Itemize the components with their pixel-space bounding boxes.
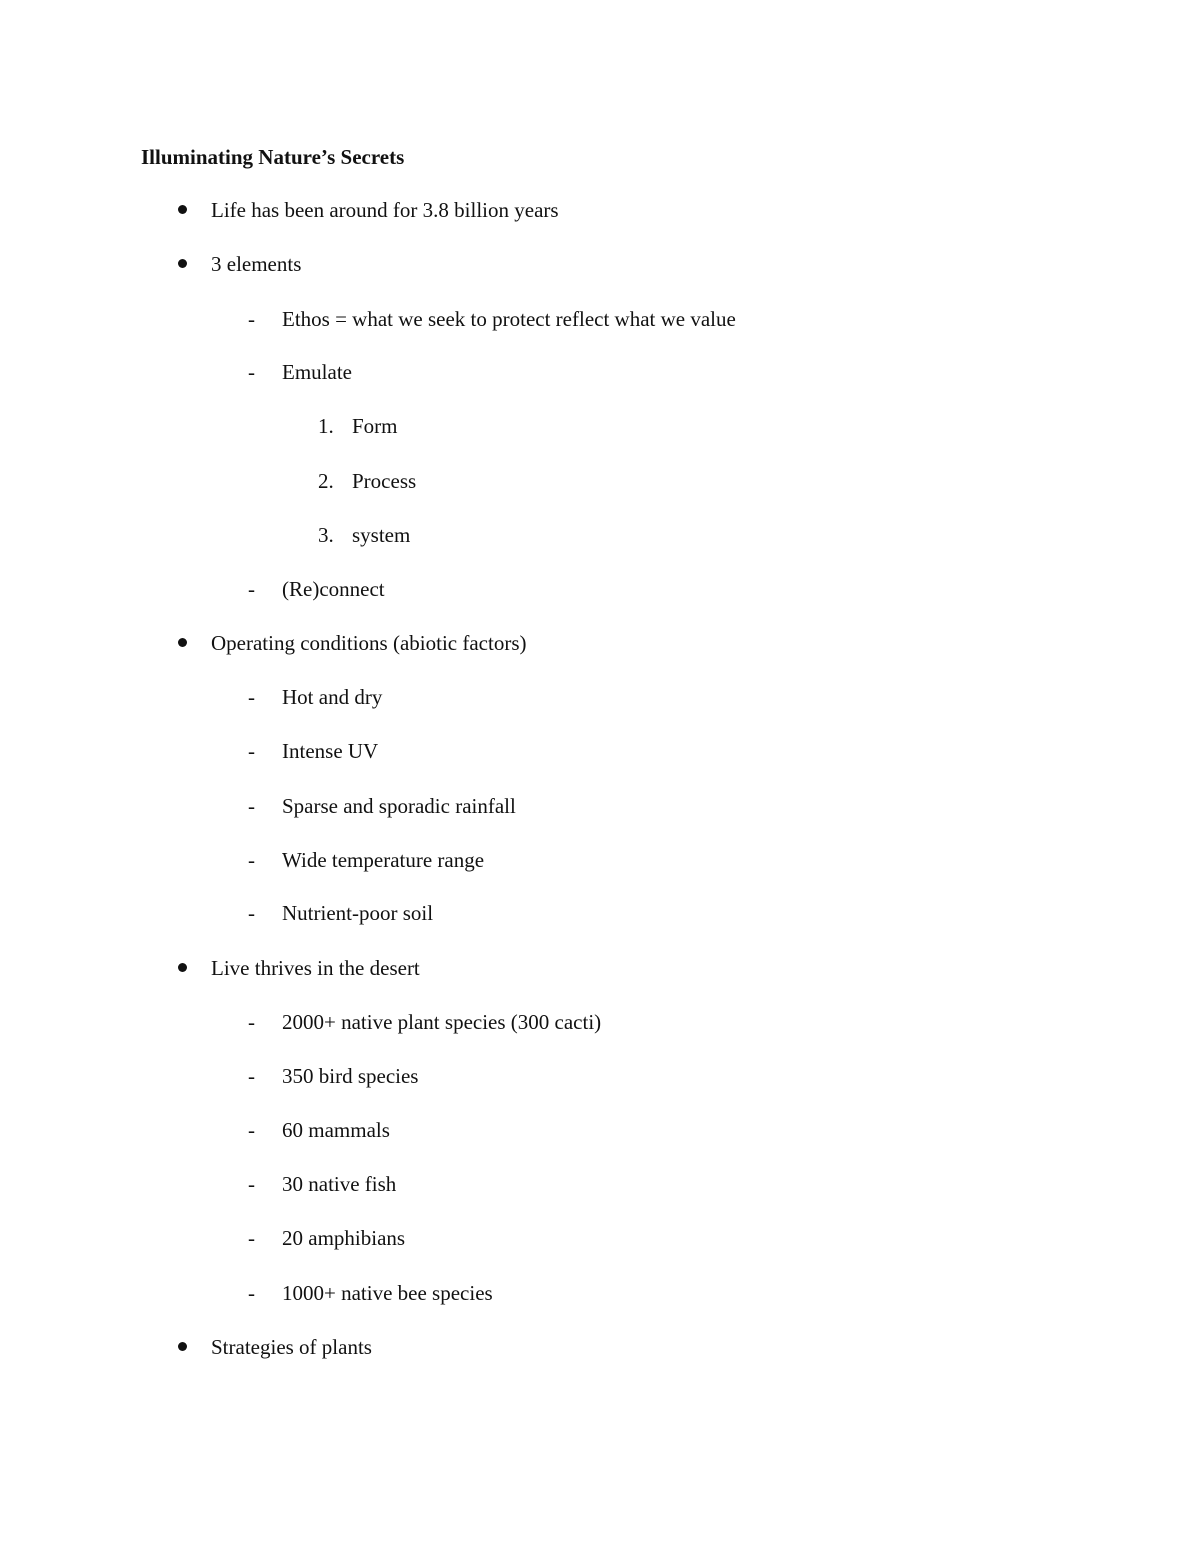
list-item xyxy=(178,196,878,224)
bullet-icon xyxy=(178,963,187,972)
list-item-text: Hot and dry xyxy=(282,685,383,709)
dash-marker: - xyxy=(248,901,255,925)
dash-marker: - xyxy=(248,360,255,384)
list-item-text: 1000+ native bee species xyxy=(282,1281,493,1305)
list-item-text: 20 amphibians xyxy=(282,1226,406,1250)
list-item xyxy=(248,575,948,603)
dash-marker: - xyxy=(248,848,255,872)
list-item xyxy=(178,250,878,278)
list-item-text: 3 elements xyxy=(211,252,302,276)
list-item xyxy=(248,1170,948,1198)
list-item xyxy=(248,899,948,927)
list-item xyxy=(248,792,948,820)
list-item xyxy=(248,1279,948,1307)
dash-marker: - xyxy=(248,1281,255,1305)
list-item-text: 60 mammals xyxy=(282,1118,390,1142)
list-item-text: Life has been around for 3.8 billion years xyxy=(211,198,559,222)
dash-marker: - xyxy=(248,1172,255,1196)
dash-marker: - xyxy=(248,1226,255,1250)
list-item-text: Form xyxy=(352,414,398,438)
list-item xyxy=(318,467,918,495)
list-item-text: (Re)connect xyxy=(282,577,385,601)
number-marker: 2. xyxy=(318,469,334,493)
list-item xyxy=(248,1062,948,1090)
list-item xyxy=(248,846,948,874)
list-item xyxy=(248,1008,948,1036)
list-item-text: Wide temperature range xyxy=(282,848,485,872)
bullet-icon xyxy=(178,638,187,647)
list-item-text: Operating conditions (abiotic factors) xyxy=(211,631,527,655)
list-item-text: Strategies of plants xyxy=(211,1335,372,1359)
list-item-text: Process xyxy=(352,469,417,493)
list-item xyxy=(178,1333,878,1361)
dash-marker: - xyxy=(248,1064,255,1088)
list-item xyxy=(178,954,878,982)
list-item-text: system xyxy=(352,523,411,547)
dash-marker: - xyxy=(248,739,255,763)
number-marker: 1. xyxy=(318,414,334,438)
list-item xyxy=(248,683,948,711)
list-item xyxy=(318,521,918,549)
dash-marker: - xyxy=(248,794,255,818)
list-item xyxy=(318,412,918,440)
dash-marker: - xyxy=(248,1010,255,1034)
bullet-icon xyxy=(178,205,187,214)
list-item xyxy=(248,1224,948,1252)
list-item-text: Emulate xyxy=(282,360,352,384)
dash-marker: - xyxy=(248,1118,255,1142)
list-item xyxy=(248,358,948,386)
number-marker: 3. xyxy=(318,523,334,547)
list-item-text: 30 native fish xyxy=(282,1172,397,1196)
bullet-icon xyxy=(178,259,187,268)
document-title: Illuminating Nature’s Secrets xyxy=(141,145,405,169)
list-item-text: Nutrient-poor soil xyxy=(282,901,434,925)
list-item-text: 350 bird species xyxy=(282,1064,419,1088)
list-item xyxy=(178,629,878,657)
list-item xyxy=(248,305,1048,333)
list-item-text: Live thrives in the desert xyxy=(211,956,420,980)
list-item-text: Ethos = what we seek to protect reflect what we value xyxy=(282,307,736,331)
dash-marker: - xyxy=(248,685,255,709)
list-item-text: Sparse and sporadic rainfall xyxy=(282,794,516,818)
dash-marker: - xyxy=(248,307,255,331)
list-item-text: 2000+ native plant species (300 cacti) xyxy=(282,1010,602,1034)
list-item-text: Intense UV xyxy=(282,739,379,763)
dash-marker: - xyxy=(248,577,255,601)
list-item xyxy=(248,737,948,765)
bullet-icon xyxy=(178,1342,187,1351)
list-item xyxy=(248,1116,948,1144)
